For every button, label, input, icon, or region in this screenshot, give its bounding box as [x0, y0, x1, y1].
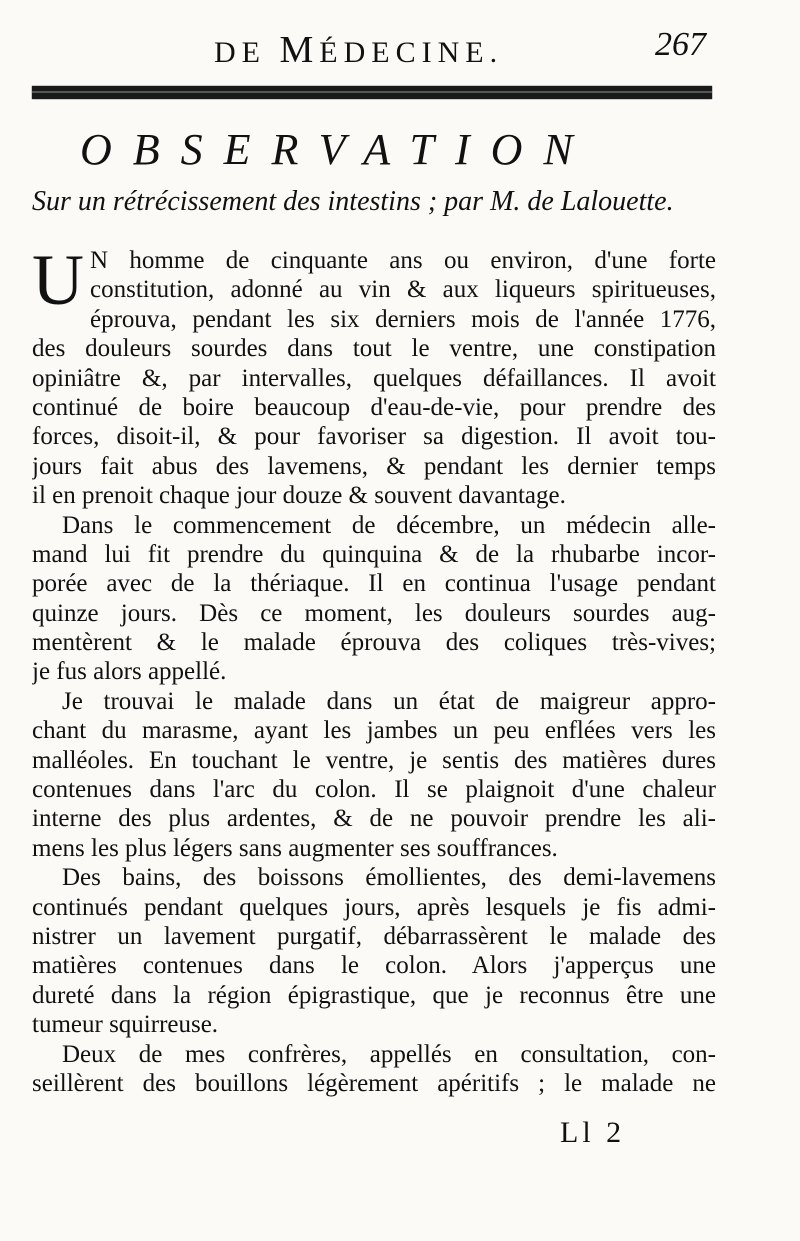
text-line: quinze jours. Dès ce moment, les douleurs sourdes aug-	[32, 599, 716, 627]
text-line: éprouva, pendant les six derniers mois de l'année 1776,	[90, 305, 716, 333]
text-line: contenues dans l'arc du colon. Il se plaignoit d'une chaleur	[32, 776, 716, 804]
text-line: jours fait abus des lavemens, & pendant les dernier temps	[32, 452, 716, 480]
running-head-capital: M	[279, 29, 320, 71]
running-head-part1: DE	[214, 36, 266, 69]
text-line: tumeur squirreuse.	[32, 1011, 219, 1039]
text-line: continué de boire beaucoup d'eau-de-vie, pour prendre des	[32, 393, 716, 421]
text-line: seillèrent des bouillons légèrement apéritifs ; le malade ne	[32, 1069, 716, 1097]
text-line: il en prenoit chaque jour douze & souvent davantage.	[32, 482, 566, 510]
text-line: porée avec de la thériaque. Il en continua l'usage pendant	[32, 570, 716, 598]
text-line: Deux de mes confrères, appellés en consultation, con-	[62, 1040, 716, 1068]
running-head-part2: ÉDECINE.	[319, 36, 504, 69]
paragraph-5	[32, 1040, 716, 1099]
text-line: mentèrent & le malade éprouva des coliques très-vives;	[32, 629, 716, 657]
text-line: constitution, adonné au vin & aux liqueurs spiritueuses,	[90, 276, 716, 304]
paragraph-1	[32, 240, 716, 511]
text-line: Je trouvai le malade dans un état de maigreur appro-	[62, 687, 716, 715]
text-line: je fus alors appellé.	[32, 658, 227, 686]
body-text	[32, 240, 716, 1098]
text-line: Dans le commencement de décembre, un médecin alle-	[62, 511, 716, 539]
text-line: des douleurs sourdes dans tout le ventre, une constipation	[32, 335, 716, 363]
running-head-title	[214, 28, 503, 72]
paragraph-2	[32, 511, 716, 687]
text-line: opiniâtre &, par intervalles, quelques défaillances. Il avoit	[32, 364, 716, 392]
text-line: nistrer un lavement purgatif, débarrassèrent le malade des	[32, 922, 716, 950]
paragraph-3	[32, 687, 716, 863]
text-line: matières contenues dans le colon. Alors j'apperçus une	[32, 952, 716, 980]
article-title: OBSERVATION	[80, 125, 594, 174]
text-line: malléoles. En touchant le ventre, je sentis des matières dures	[32, 746, 716, 774]
running-head	[0, 22, 800, 72]
header-rule	[32, 86, 712, 99]
text-line: forces, disoit-il, & pour favoriser sa digestion. Il avoit tou-	[32, 423, 716, 451]
article-subtitle: Sur un rétrécissement des intestins ; par M. de Lalouette.	[32, 186, 674, 217]
signature-mark: Ll 2	[560, 1116, 626, 1149]
paragraph-4	[32, 863, 716, 1039]
page-number: 267	[655, 26, 706, 63]
text-line: Des bains, des boissons émollientes, des demi-lavemens	[62, 864, 716, 892]
text-line: mand lui fit prendre du quinquina & de la rhubarbe incor-	[32, 540, 716, 568]
text-line: dureté dans la région épigrastique, que je reconnus être une	[32, 981, 716, 1009]
text-line: interne des plus ardentes, & de ne pouvoir prendre les ali-	[32, 805, 716, 833]
text-line: chant du marasme, ayant les jambes un peu enflées vers les	[32, 717, 716, 745]
drop-cap: U	[32, 240, 84, 320]
text-line: N homme de cinquante ans ou environ, d'une forte	[90, 247, 716, 274]
text-line: mens les plus légers sans augmenter ses souffrances.	[32, 834, 558, 862]
text-line: continués pendant quelques jours, après lesquels je fis admi-	[32, 893, 716, 921]
